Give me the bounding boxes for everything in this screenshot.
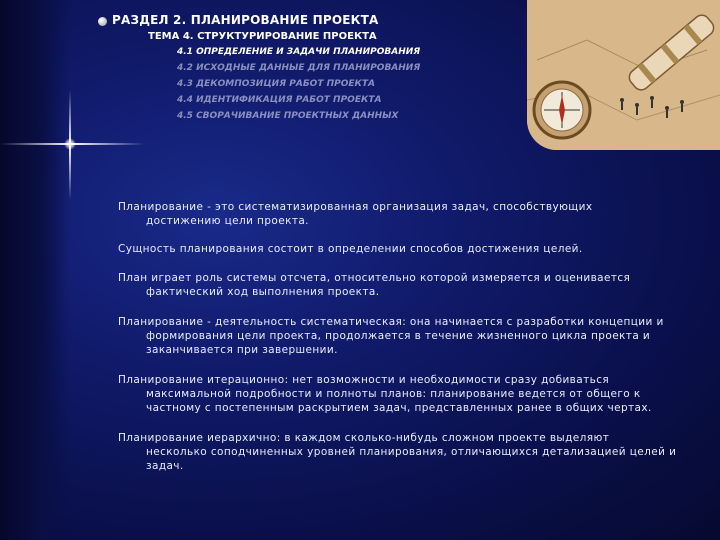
paragraph-hierarchical [118,431,678,473]
outline-item-4-5[interactable]: 4.5 СВОРАЧИВАНИЕ ПРОЕКТНЫХ ДАННЫХ [177,111,399,121]
paragraph-line: заканчивается при завершении. [146,344,338,356]
paragraph-line: задач. [146,460,184,472]
paragraph-line: Планирование - деятельность систематическая: она начинается с разработки концепции и [118,316,664,328]
star-icon [64,138,76,150]
outline-item-4-1[interactable]: 4.1 ОПРЕДЕЛЕНИЕ И ЗАДАЧИ ПЛАНИРОВАНИЯ [177,47,421,57]
paragraph-line: частному с постепенным раскрытием задач, представленных ранее в общих чертах. [146,402,652,414]
section-bullet-icon [98,17,107,26]
outline-item-4-2[interactable]: 4.2 ИСХОДНЫЕ ДАННЫЕ ДЛЯ ПЛАНИРОВАНИЯ [177,63,421,73]
section-heading: РАЗДЕЛ 2. ПЛАНИРОВАНИЕ ПРОЕКТА [112,13,379,27]
paragraph-line: достижению цели проекта. [146,215,309,227]
paragraph-line: максимальной подробности и полноты планов: планирование ведется от общего к [146,388,641,400]
paragraph-line: Планирование - это систематизированная организация задач, способствующих [118,201,593,213]
paragraph-line: Сущность планирования состоит в определении способов достижения целей. [118,243,583,255]
paragraph-definition [118,200,678,228]
paragraph-reference-system [118,271,678,299]
paragraph-iterative [118,373,678,415]
compass-telescope-image [527,0,720,150]
paragraph-line: План играет роль системы отсчета, относительно которой измеряется и оценивается [118,272,631,284]
left-band [0,0,70,540]
paragraph-line: Планирование итерационно: нет возможности и необходимости сразу добиваться [118,374,610,386]
paragraph-systematic [118,315,678,357]
paragraph-line: фактический ход выполнения проекта. [146,286,380,298]
paragraph-line: Планирование иерархично: в каждом сколько-нибудь сложном проекте выделяют [118,432,610,444]
topic-heading: ТЕМА 4. СТРУКТУРИРОВАНИЕ ПРОЕКТА [148,31,377,42]
outline-item-4-4[interactable]: 4.4 ИДЕНТИФИКАЦИЯ РАБОТ ПРОЕКТА [177,95,382,105]
paragraph-line: несколько соподчиненных уровней планирования, отличающихся детализацией целей и [146,446,677,458]
paragraph-line: формирования цели проекта, продолжается в течение жизненного цикла проекта и [146,330,651,342]
paragraph-essence [118,242,678,256]
outline-item-4-3[interactable]: 4.3 ДЕКОМПОЗИЦИЯ РАБОТ ПРОЕКТА [177,79,375,89]
